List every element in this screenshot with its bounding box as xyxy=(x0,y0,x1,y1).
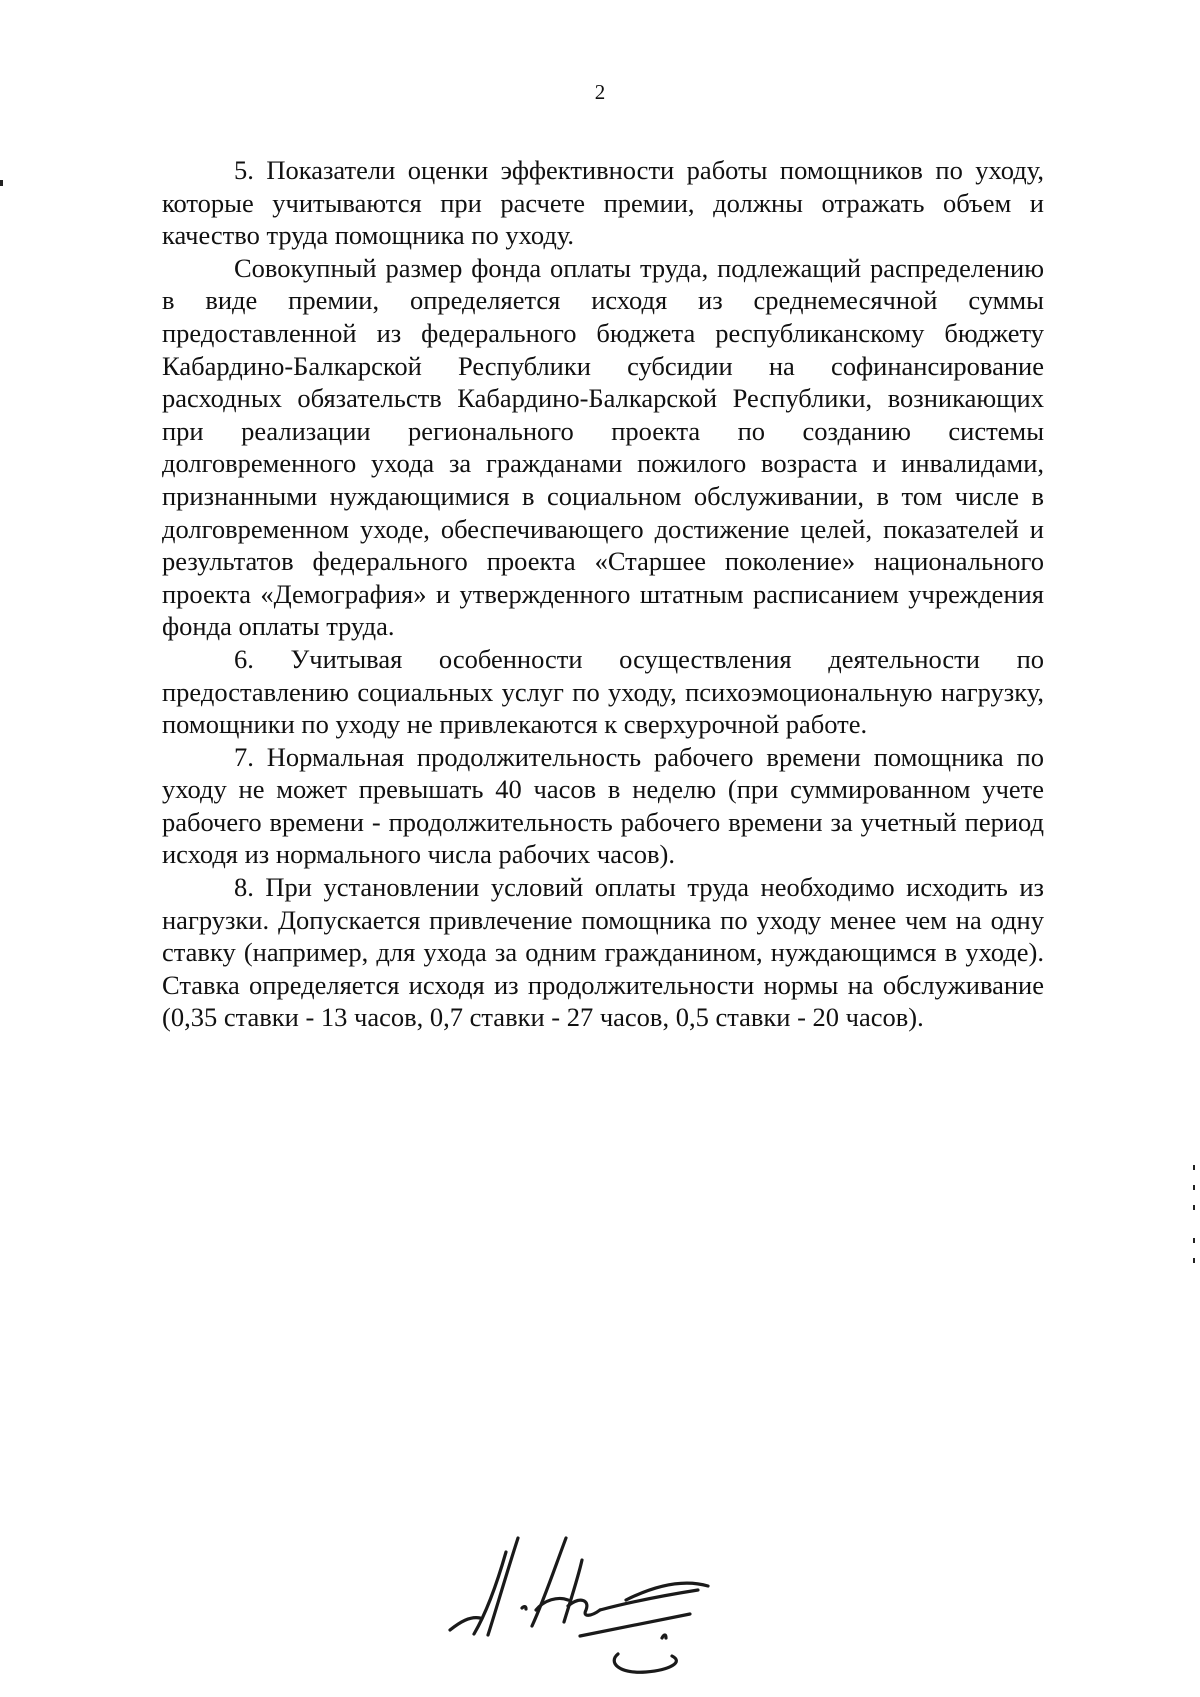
scan-artifact-right xyxy=(1193,1238,1195,1243)
handwritten-signature xyxy=(440,1530,770,1680)
paragraph-7: 7. Нормальная продолжительность рабочего времени помощника по уходу не может превышать 40 часов в неделю (при суммированном учете рабочего времени - продолжительность рабочего времени за учетный период исходя из нормального числа рабочих часов). xyxy=(162,741,1044,870)
scan-artifact-right xyxy=(1193,1165,1195,1170)
page-number: 2 xyxy=(594,80,606,104)
paragraph-6: 6. Учитывая особенности осуществления деятельности по предоставлению социальных услуг по уходу, психоэмоциональную нагрузку, помощники по уходу не привлекаются к сверхурочной работе. xyxy=(162,643,1044,740)
paragraph-5: 5. Показатели оценки эффективности работы помощников по уходу, которые учитываются при расчете премии, должны отражать объем и качество труда помощника по уходу. xyxy=(162,155,1044,251)
paragraph-5-continued: Совокупный размер фонда оплаты труда, подлежащий распределению в виде премии, определяется исходя из среднемесячной суммы предоставленной из федерального бюджета республиканскому бюджету Кабардино-Балкарской Республики субсидии на софинансирование расходных обязательств Кабардино-Балкарской Республики, возникающих при реализации регионального проекта по созданию системы долговременного ухода за гражданами пожилого возраста и инвалидами, признанными нуждающимися в социальном обслуживании, в том числе в долговременном уходе, обеспечивающего достижение целей, показателей и результатов федерального проекта «Старшее поколение» национального проекта «Демография» и утвержденного штатным расписанием учреждения фонда оплаты труда. xyxy=(162,252,1044,642)
scan-artifact-right xyxy=(1193,1258,1195,1263)
scan-artifact-left xyxy=(0,180,3,186)
scan-artifact-right xyxy=(1193,1185,1195,1190)
document-body xyxy=(162,154,1044,1034)
paragraph-8: 8. При установлении условий оплаты труда необходимо исходить из нагрузки. Допускается привлечение помощника по уходу менее чем на одну ставку (например, для ухода за одним гражданином, нуждающимся в уходе). Ставка определяется исходя из продолжительности нормы на обслуживание (0,35 ставки - 13 часов, 0,7 ставки - 27 часов, 0,5 ставки - 20 часов). xyxy=(162,872,1044,1033)
scan-artifact-right xyxy=(1193,1205,1195,1210)
